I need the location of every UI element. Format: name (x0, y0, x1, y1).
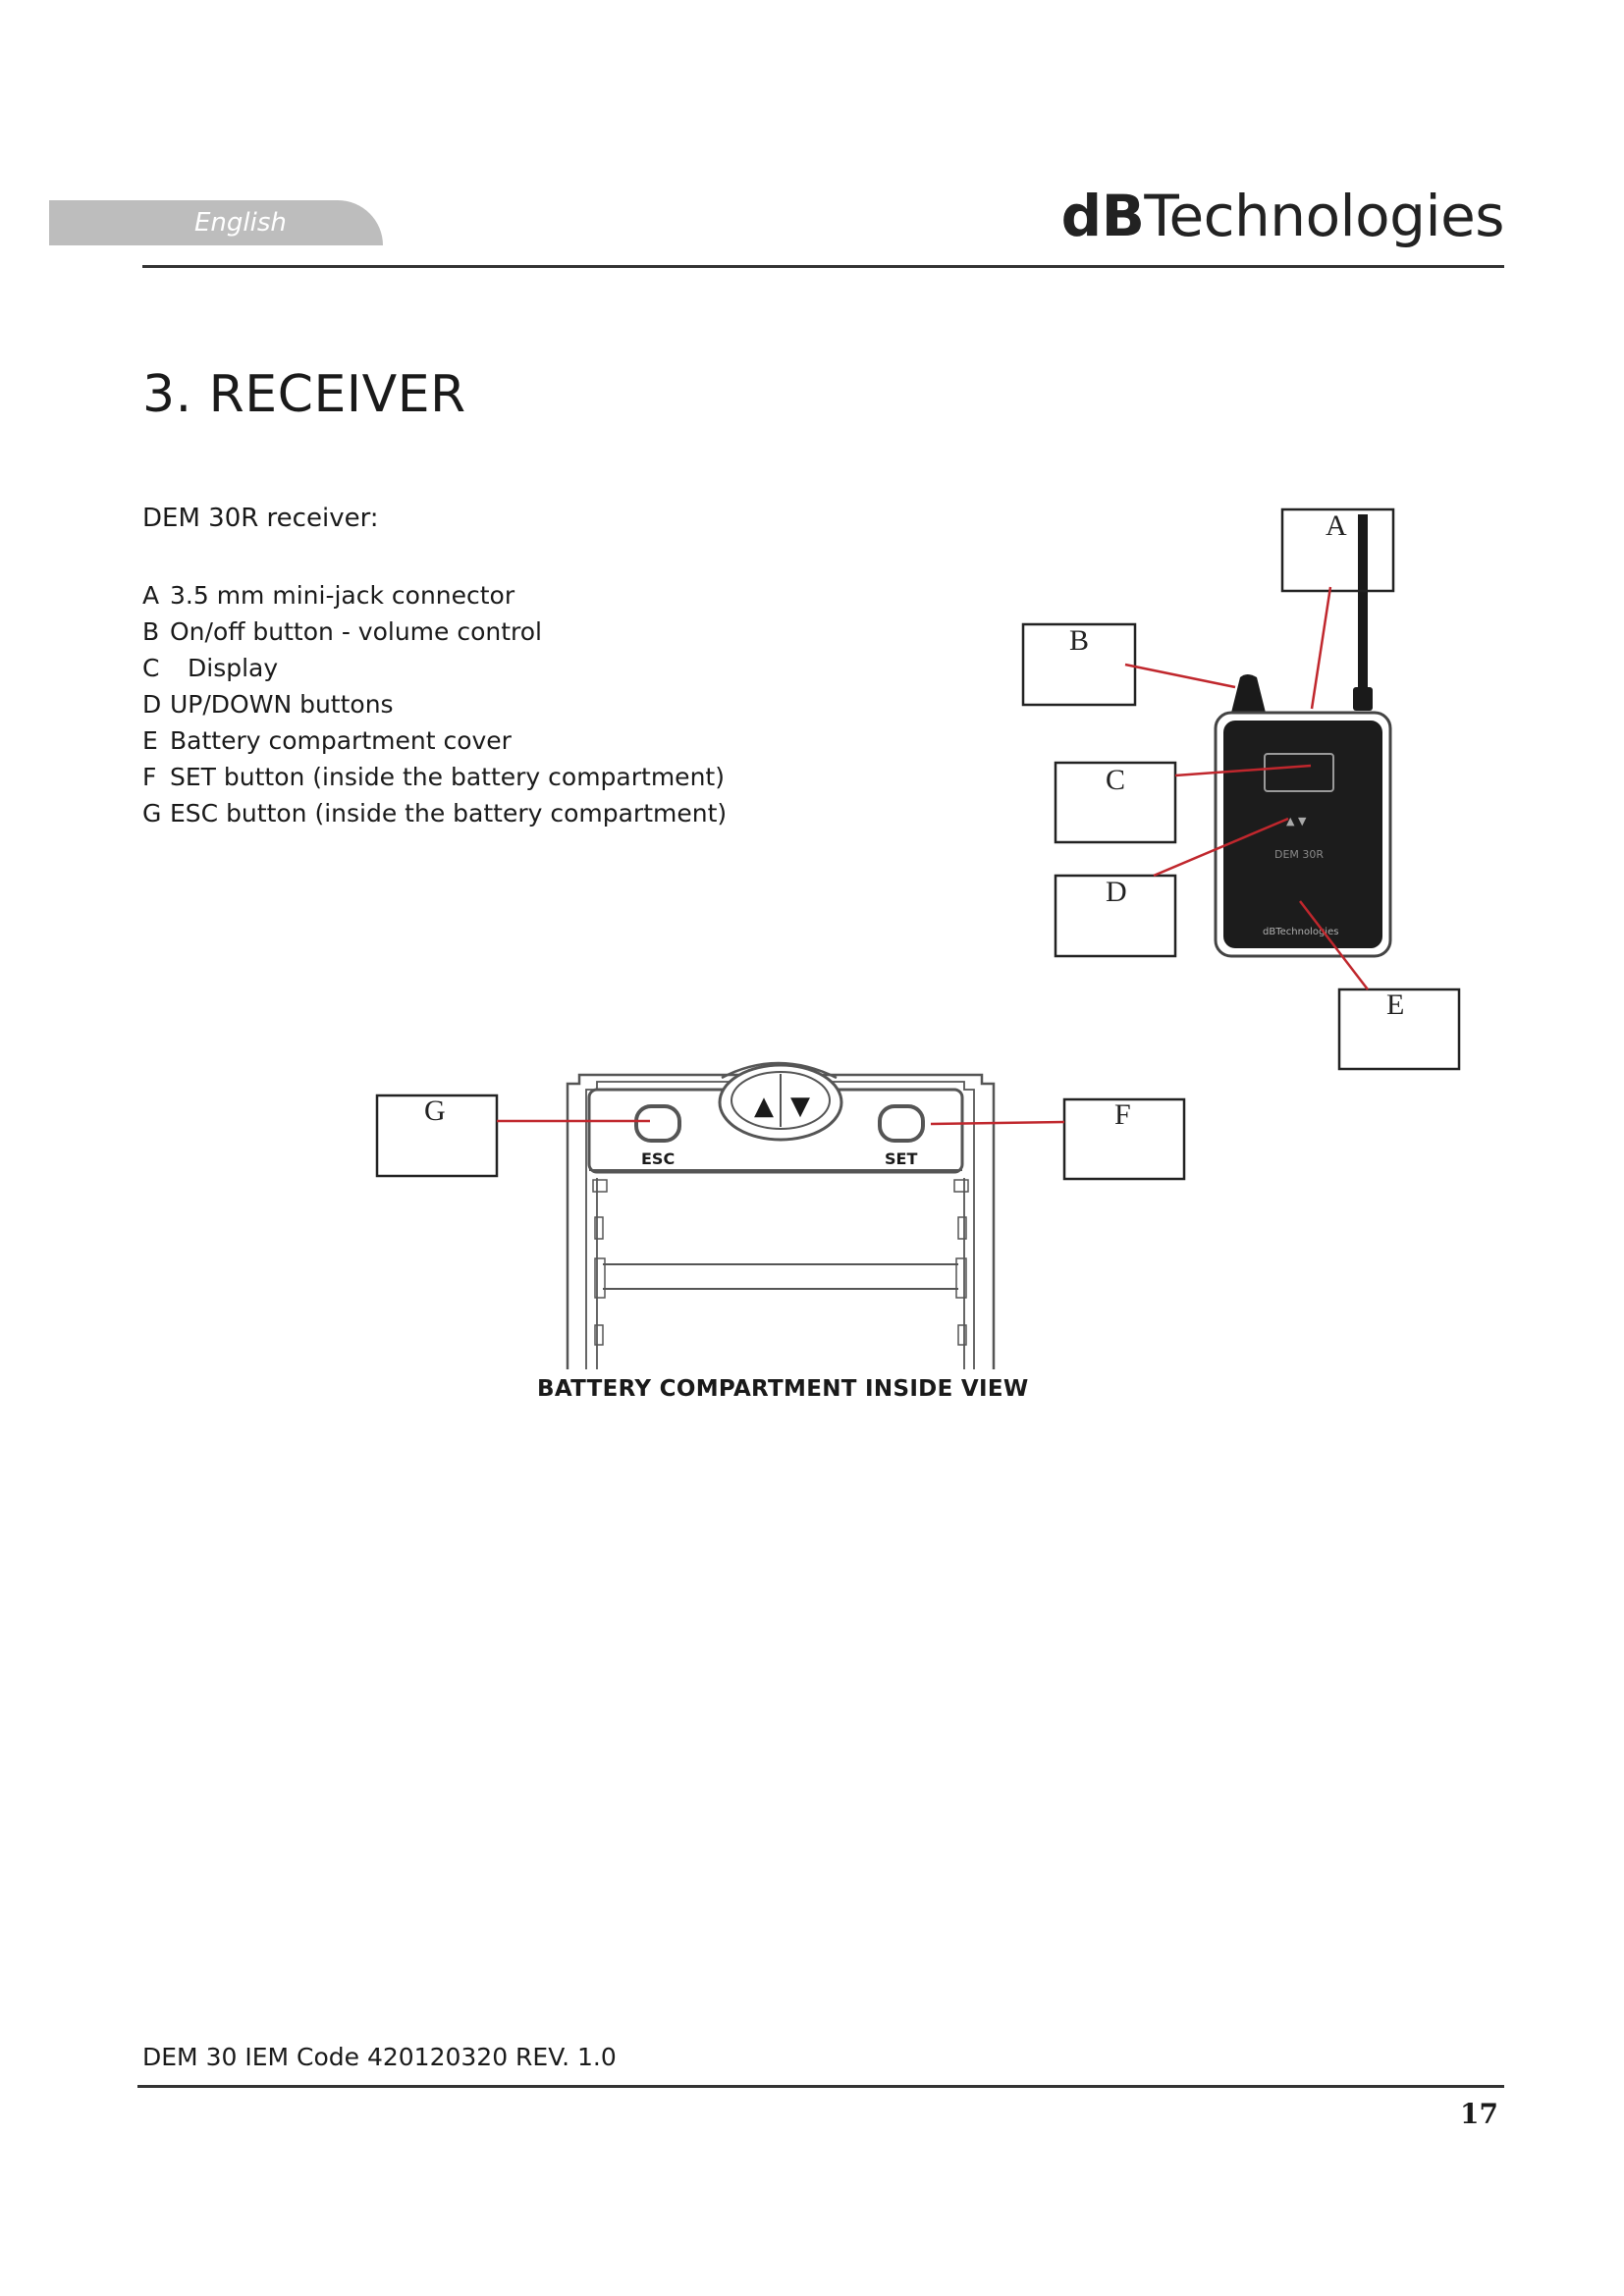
legend-text: Display (188, 654, 279, 682)
figure-caption: BATTERY COMPARTMENT INSIDE VIEW (537, 1376, 1029, 1402)
callout-label-c: C (1106, 764, 1126, 796)
legend-text: ESC button (inside the battery compartment) (170, 799, 728, 828)
legend-key: G (142, 799, 162, 828)
callout-label-e: E (1386, 988, 1405, 1021)
callout-label-b: B (1069, 624, 1090, 657)
legend-text: On/off button - volume control (170, 617, 543, 646)
legend-key: E (142, 726, 158, 755)
language-label: English (194, 208, 287, 238)
antenna-icon (1358, 514, 1368, 711)
section-subtitle: DEM 30R receiver: (142, 504, 379, 533)
legend-text: Battery compartment cover (170, 726, 512, 755)
battery-compartment-view (568, 1063, 994, 1369)
device-model-label: DEM 30R (1274, 848, 1325, 861)
legend-key: A (142, 581, 160, 610)
callout-label-g: G (424, 1095, 446, 1127)
legend-text: UP/DOWN buttons (170, 690, 394, 719)
receiver-front-view (1216, 514, 1390, 956)
down-arrow-icon: ▼ (790, 1092, 810, 1121)
legend-key: D (142, 690, 162, 719)
leader-line-a (1312, 587, 1330, 709)
brand-logo-bold: dB (1060, 183, 1145, 249)
antenna-base (1353, 687, 1373, 711)
legend-key: B (142, 617, 160, 646)
callout-label-a: A (1326, 509, 1347, 542)
page-number: 17 (1460, 2098, 1498, 2130)
device-brand-label: dBTechnologies (1263, 927, 1339, 937)
legend-key: C (142, 654, 160, 682)
callout-label-f: F (1114, 1098, 1131, 1131)
up-down-buttons-icon: ▲ ▼ (1286, 815, 1307, 828)
brand-logo-rest: Technologies (1144, 183, 1504, 249)
footer-divider (137, 2085, 1504, 2088)
esc-label: ESC (641, 1149, 676, 1168)
volume-knob-icon (1230, 674, 1267, 717)
callout-label-d: D (1106, 876, 1127, 908)
section-title: 3. RECEIVER (142, 365, 466, 424)
document-code: DEM 30 IEM Code 420120320 REV. 1.0 (142, 2043, 617, 2071)
esc-button-icon (636, 1106, 679, 1141)
legend-text: SET button (inside the battery compartment) (170, 763, 725, 791)
legend-text: 3.5 mm mini-jack connector (170, 581, 515, 610)
set-label: SET (885, 1149, 918, 1168)
set-button-icon (880, 1106, 923, 1141)
legend-key: F (142, 763, 157, 791)
leader-line-b (1125, 665, 1235, 687)
up-arrow-icon: ▲ (754, 1092, 774, 1121)
